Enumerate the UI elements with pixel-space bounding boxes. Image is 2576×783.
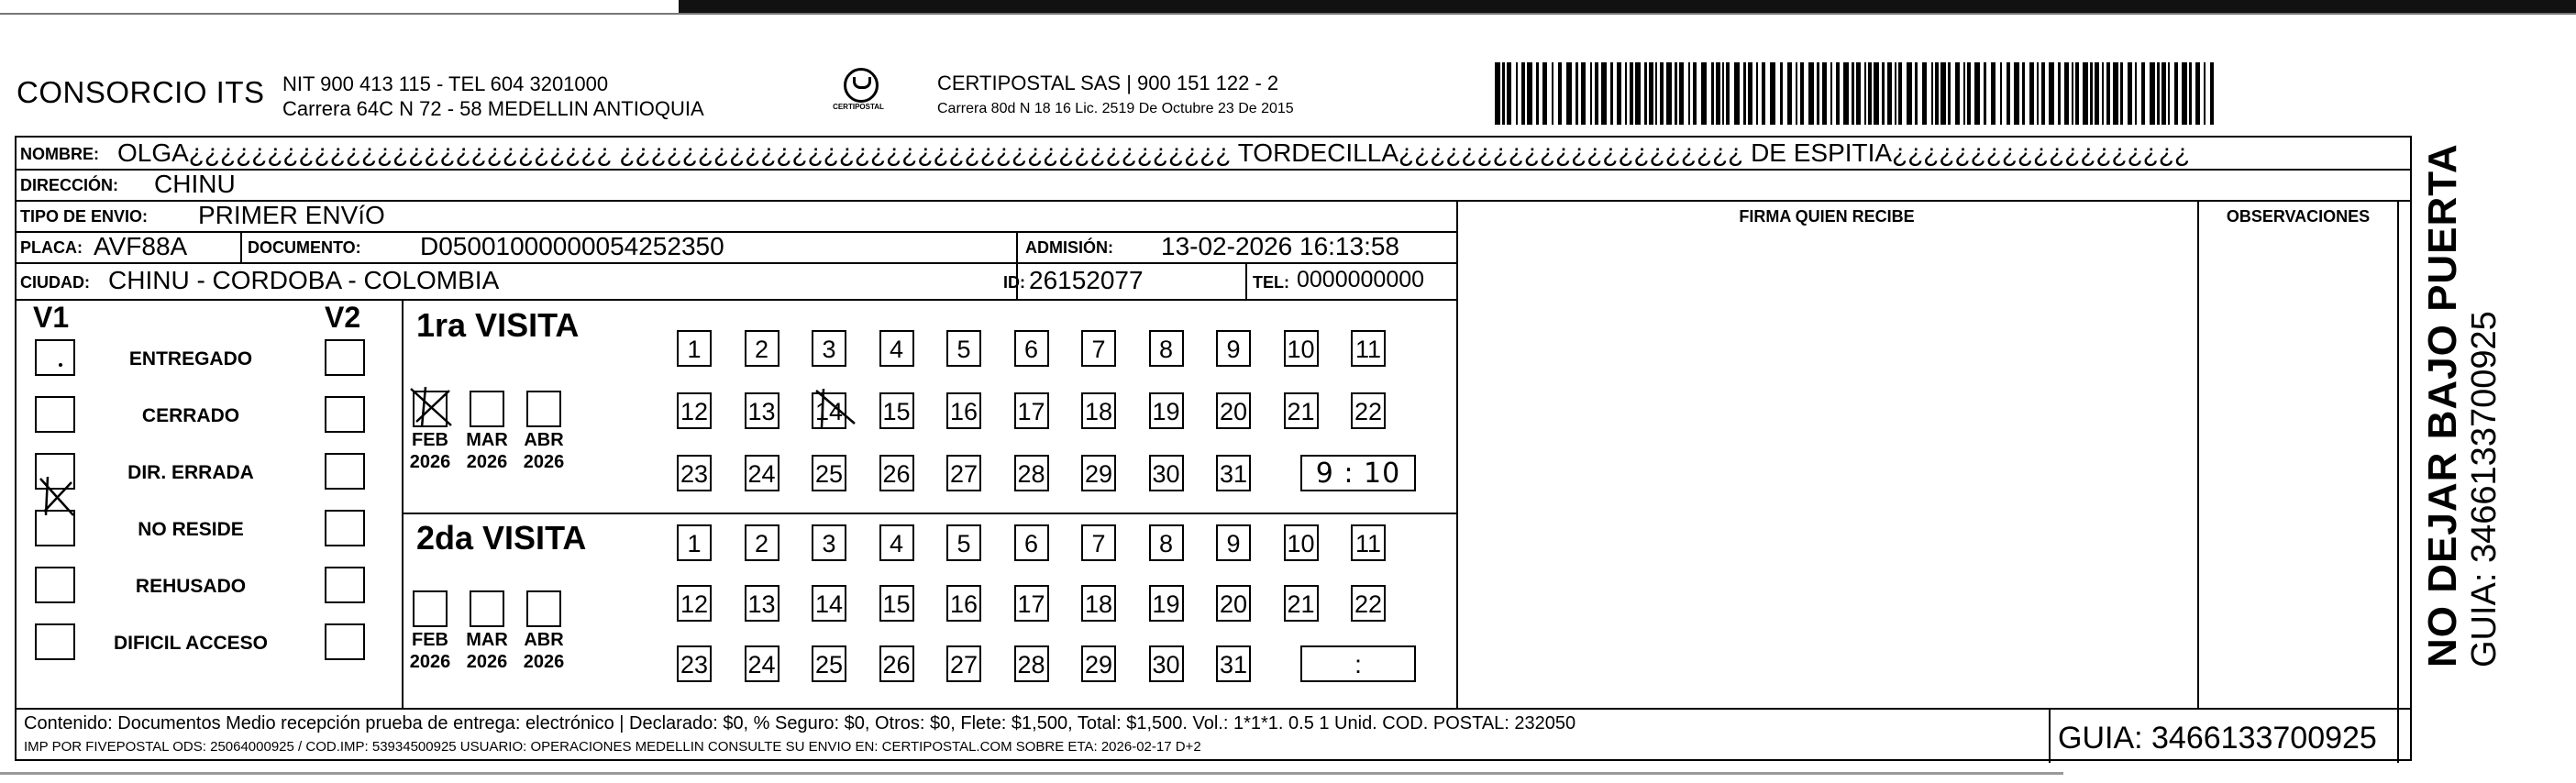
barcode-bar xyxy=(1716,62,1720,125)
first-visit-title: 1ra VISITA xyxy=(416,306,580,344)
company-name: CONSORCIO ITS xyxy=(17,75,265,109)
first-visit-day-box[interactable]: 31 xyxy=(1216,455,1251,491)
first-visit-month-label xyxy=(403,429,458,473)
barcode-bar xyxy=(1516,62,1518,125)
second-visit-day-box[interactable]: 21 xyxy=(1284,585,1319,622)
barcode-bar xyxy=(1822,62,1827,125)
documento-label: DOCUMENTO: xyxy=(248,238,361,257)
barcode-bar xyxy=(2022,62,2025,125)
nombre-value: OLGA¿¿¿¿¿¿¿¿¿¿¿¿¿¿¿¿¿¿¿¿¿¿¿¿¿¿¿ ¿¿¿¿¿¿¿¿¿¿¿¿¿¿¿¿¿¿¿¿¿¿¿¿¿¿¿¿¿¿¿¿¿¿¿¿¿¿¿ TORDECILLA¿¿¿¿¿¿¿¿¿¿¿¿¿¿¿¿¿¿¿¿¿¿ DE ESPITIA¿¿¿¿¿¿¿¿¿¿¿¿¿¿¿¿¿¿¿ xyxy=(117,138,2191,167)
second-visit-day-box[interactable]: 7 xyxy=(1081,524,1116,561)
right-border xyxy=(2397,200,2399,763)
documento-value: D05001000000054252350 xyxy=(420,232,724,260)
month-name: ABR xyxy=(524,430,564,450)
first-visit-day-box[interactable]: 23 xyxy=(677,455,712,491)
second-visit-day-box[interactable]: 5 xyxy=(946,524,981,561)
barcode-bar xyxy=(2120,62,2123,125)
second-visit-day-box[interactable]: 15 xyxy=(879,585,914,622)
second-visit-month-label xyxy=(459,629,514,673)
v1-checkbox-2[interactable] xyxy=(35,453,75,490)
tel-label: TEL: xyxy=(1253,273,1289,292)
certipostal-logo xyxy=(831,68,886,117)
month-name: ABR xyxy=(524,630,564,650)
barcode-bar xyxy=(1521,62,1525,125)
barcode-bar xyxy=(2174,62,2178,125)
barcode-bar xyxy=(1649,62,1653,125)
second-visit-day-box[interactable]: 2 xyxy=(745,524,779,561)
barcode-bar xyxy=(1895,62,1896,125)
nombre-label: NOMBRE: xyxy=(20,145,99,163)
row-divider xyxy=(17,262,1456,264)
barcode-bar xyxy=(2113,62,2118,125)
barcode-bar xyxy=(1800,62,1804,125)
second-visit-day-box[interactable]: 22 xyxy=(1351,585,1386,622)
barcode-bar xyxy=(2150,62,2155,125)
first-visit-day-box[interactable]: 27 xyxy=(946,455,981,491)
barcode-bar xyxy=(1495,62,1500,125)
placa-value: AVF88A xyxy=(94,232,188,260)
v1-checkbox-5[interactable] xyxy=(35,623,75,660)
second-visit-day-box[interactable]: 24 xyxy=(745,645,779,682)
first-visit-day-box[interactable]: 18 xyxy=(1081,392,1116,429)
barcode-bar xyxy=(1722,62,1724,125)
second-visit-day-box[interactable]: 12 xyxy=(677,585,712,622)
barcode-bar xyxy=(1617,62,1621,125)
barcode-bar xyxy=(1967,62,1971,125)
logo-text: CERTIPOSTAL xyxy=(833,103,884,111)
tipo-envio-value: PRIMER ENVíO xyxy=(198,201,385,229)
barcode-bar xyxy=(1527,62,1532,125)
second-visit-day-box[interactable]: 18 xyxy=(1081,585,1116,622)
firma-divider xyxy=(1456,200,1458,708)
direccion-value: CHINU xyxy=(154,170,236,198)
v2-checkbox-5[interactable] xyxy=(325,623,365,660)
first-visit-day-box[interactable]: 28 xyxy=(1014,455,1049,491)
bottom-border-line xyxy=(0,772,2063,775)
barcode-bar xyxy=(1726,62,1730,125)
barcode-bar xyxy=(1610,62,1613,125)
status-label: NO RESIDE xyxy=(138,519,244,540)
footer-imp: IMP POR FIVEPOSTAL ODS: 25064000925 / COD.IMP: 53934500925 USUARIO: OPERACIONES MEDELLIN CONSULTE SU ENVIO EN: CERTIPOSTAL.COM SOBRE ETA: 2026-02-17 D+2 xyxy=(24,739,1201,755)
barcode-bar xyxy=(1688,62,1690,125)
first-visit-day-box[interactable]: 8 xyxy=(1149,330,1184,367)
barcode-bar xyxy=(2195,62,2200,125)
second-visit-day-box[interactable]: 13 xyxy=(745,585,779,622)
v2-checkbox-3[interactable] xyxy=(325,510,365,546)
first-visit-day-box[interactable]: 13 xyxy=(745,392,779,429)
month-name: MAR xyxy=(466,430,508,450)
barcode-bar xyxy=(1808,62,1814,125)
id-label: ID: xyxy=(1003,273,1025,292)
barcode-bar xyxy=(1922,62,1927,125)
first-visit-day-box[interactable]: 4 xyxy=(879,330,914,367)
barcode-bar xyxy=(2135,62,2137,125)
barcode-bar xyxy=(1644,62,1647,125)
second-visit-day-box[interactable]: 19 xyxy=(1149,585,1184,622)
first-visit-day-box[interactable]: 22 xyxy=(1351,392,1386,429)
first-visit-day-box[interactable]: 16 xyxy=(946,392,981,429)
second-visit-day-box[interactable]: 10 xyxy=(1284,524,1319,561)
month-name: MAR xyxy=(466,630,508,650)
second-visit-day-box[interactable]: 29 xyxy=(1081,645,1116,682)
barcode-bar xyxy=(1655,62,1657,125)
barcode-bar xyxy=(2049,62,2054,125)
v2-checkbox-1[interactable] xyxy=(325,396,365,433)
barcode-bar xyxy=(1601,62,1607,125)
barcode-bar xyxy=(2000,62,2002,125)
second-visit-day-box[interactable]: 17 xyxy=(1014,585,1049,622)
placa-divider xyxy=(240,231,242,262)
barcode-bar xyxy=(2102,62,2104,125)
second-visit-day-box[interactable]: 28 xyxy=(1014,645,1049,682)
barcode-bar xyxy=(2064,62,2069,125)
barcode-bar xyxy=(1856,62,1861,125)
second-visit-day-box[interactable]: 25 xyxy=(812,645,846,682)
barcode-bar xyxy=(1743,62,1746,125)
first-visit-day-box[interactable]: 17 xyxy=(1014,392,1049,429)
barcode-bar xyxy=(1830,62,1832,125)
month-year: 2026 xyxy=(466,652,508,672)
barcode-bar xyxy=(1630,62,1633,125)
barcode-bar xyxy=(2157,62,2160,125)
barcode-bar xyxy=(1679,62,1684,125)
barcode-bar xyxy=(1780,62,1783,125)
barcode-bar xyxy=(1948,62,1951,125)
month-year: 2026 xyxy=(523,452,565,472)
barcode-bar xyxy=(1940,62,1946,125)
observaciones-label: OBSERVACIONES xyxy=(2226,207,2371,226)
barcode-bar xyxy=(1852,62,1854,125)
barcode-bar xyxy=(1666,62,1672,125)
barcode-bar xyxy=(1907,62,1912,125)
status-label: DIR. ERRADA xyxy=(127,462,254,483)
barcode-bar xyxy=(1756,62,1758,125)
barcode-bar xyxy=(2083,62,2088,125)
first-visit-day-box[interactable]: 1 xyxy=(677,330,712,367)
certipostal-address: Carrera 80d N 18 16 Lic. 2519 De Octubre 23 De 2015 xyxy=(937,101,1294,116)
barcode-bar xyxy=(1868,62,1872,125)
v1-checkbox-3[interactable] xyxy=(35,510,75,546)
barcode-bar xyxy=(1635,62,1641,125)
barcode-bar xyxy=(1817,62,1819,125)
second-visit-day-box[interactable]: 3 xyxy=(812,524,846,561)
barcode-bar xyxy=(2189,62,2192,125)
status-label: CERRADO xyxy=(141,405,240,426)
top-border-line xyxy=(0,13,2576,15)
second-visit-month-checkbox[interactable] xyxy=(470,590,504,627)
first-visit-day-box[interactable]: 7 xyxy=(1081,330,1116,367)
footer-guia: GUIA: 3466133700925 xyxy=(2058,721,2377,755)
obs-divider xyxy=(2197,200,2199,708)
second-visit-time[interactable] xyxy=(1300,645,1416,682)
barcode-bar xyxy=(2072,62,2073,125)
certipostal-info xyxy=(937,72,1294,117)
second-visit-day-box[interactable]: 27 xyxy=(946,645,981,682)
barcode-bar xyxy=(1887,62,1892,125)
placa-label: PLACA: xyxy=(20,238,83,257)
barcode-bar xyxy=(2058,62,2061,125)
admision-label: ADMISIÓN: xyxy=(1025,238,1113,257)
row-divider xyxy=(17,169,2410,171)
month-name: FEB xyxy=(412,430,448,450)
barcode-bar xyxy=(1770,62,1775,125)
second-visit-day-box[interactable]: 16 xyxy=(946,585,981,622)
month-year: 2026 xyxy=(466,452,508,472)
first-visit-month-checkbox[interactable] xyxy=(413,391,448,427)
barcode-bar xyxy=(1748,62,1752,125)
barcode-bar xyxy=(1595,62,1598,125)
first-visit-day-box[interactable]: 9 xyxy=(1216,330,1251,367)
status-label: REHUSADO xyxy=(135,576,247,597)
second-visit-day-box[interactable]: 30 xyxy=(1149,645,1184,682)
first-visit-month-label xyxy=(516,429,571,473)
barcode-bar xyxy=(1693,62,1697,125)
barcode-bar xyxy=(2182,62,2187,125)
barcode-bar xyxy=(2161,62,2166,125)
first-visit-month-label xyxy=(459,429,514,473)
footer-content: Contenido: Documentos Medio recepción prueba de entrega: electrónico | Declarado: $0, % Seguro: $0, Otros: $0, Flete: $1,500, Total: $1,500. Vol.: 1*1*1. 0.5 1 Unid. COD. POSTAL: 232050 xyxy=(24,713,1576,733)
month-name: FEB xyxy=(412,630,448,650)
second-visit-day-box[interactable]: 14 xyxy=(812,585,846,622)
barcode-bar xyxy=(2014,62,2019,125)
side-instruction: NO DEJAR BAJO PUERTA xyxy=(2420,143,2465,667)
first-visit-day-box[interactable]: 15 xyxy=(879,392,914,429)
barcode-bar xyxy=(1984,62,1986,125)
barcode xyxy=(1493,62,2225,125)
barcode-bar xyxy=(1701,62,1707,125)
barcode-bar xyxy=(1536,62,1539,125)
barcode-bar xyxy=(2168,62,2170,125)
id-divider xyxy=(1245,262,1247,299)
barcode-bar xyxy=(1843,62,1849,125)
tipo-envio-label: TIPO DE ENVIO: xyxy=(20,207,149,226)
barcode-bar xyxy=(1935,62,1939,125)
barcode-bar xyxy=(1991,62,1996,125)
second-visit-day-box[interactable]: 31 xyxy=(1216,645,1251,682)
barcode-bar xyxy=(1864,62,1866,125)
v1-label: V1 xyxy=(33,301,70,334)
barcode-bar xyxy=(1558,62,1562,125)
barcode-bar xyxy=(1566,62,1572,125)
first-visit-day-box[interactable]: 3 xyxy=(812,330,846,367)
top-border-bar xyxy=(679,0,2576,13)
barcode-bar xyxy=(2128,62,2132,125)
barcode-bar xyxy=(1552,62,1553,125)
first-visit-month-checkbox[interactable] xyxy=(470,391,504,427)
barcode-bar xyxy=(2141,62,2145,125)
first-visit-day-box[interactable]: 24 xyxy=(745,455,779,491)
barcode-bar xyxy=(2075,62,2079,125)
barcode-bar xyxy=(2041,62,2045,125)
v2-checkbox-2[interactable] xyxy=(325,453,365,490)
logo-icon xyxy=(844,68,879,103)
second-visit-month-checkbox[interactable] xyxy=(413,590,448,627)
certipostal-nit: CERTIPOSTAL SAS | 900 151 122 - 2 xyxy=(937,72,1279,94)
status-label: DIFICIL ACCESO xyxy=(113,633,268,654)
second-visit-day-box[interactable]: 9 xyxy=(1216,524,1251,561)
first-visit-day-box[interactable]: 29 xyxy=(1081,455,1116,491)
company-nit: NIT 900 413 115 - TEL 604 3201000 xyxy=(282,72,609,95)
second-visit-time-value: : xyxy=(1354,650,1362,678)
barcode-bar xyxy=(1796,62,1797,125)
delivery-form xyxy=(15,136,2412,761)
company-info xyxy=(282,72,704,121)
month-year: 2026 xyxy=(409,652,451,672)
first-visit-day-box[interactable]: 5 xyxy=(946,330,981,367)
barcode-bar xyxy=(1898,62,1902,125)
first-visit-time-value: 9 : 10 xyxy=(1315,458,1401,490)
v1-checkbox-4[interactable] xyxy=(35,567,75,603)
barcode-bar xyxy=(1787,62,1792,125)
barcode-bar xyxy=(1734,62,1740,125)
barcode-bar xyxy=(1882,62,1885,125)
barcode-bar xyxy=(1874,62,1879,125)
barcode-bar xyxy=(2095,62,2099,125)
v2-checkbox-0[interactable] xyxy=(325,339,365,376)
barcode-bar xyxy=(2204,62,2206,125)
barcode-bar xyxy=(1507,62,1511,125)
barcode-bar xyxy=(1675,62,1677,125)
first-visit-day-box[interactable]: 19 xyxy=(1149,392,1184,429)
firma-label: FIRMA QUIEN RECIBE xyxy=(1739,207,1915,226)
second-visit-day-box[interactable]: 8 xyxy=(1149,524,1184,561)
second-visit-month-label xyxy=(516,629,571,673)
first-visit-day-box[interactable]: 10 xyxy=(1284,330,1319,367)
first-visit-day-box[interactable]: 20 xyxy=(1216,392,1251,429)
second-visit-day-box[interactable]: 6 xyxy=(1014,524,1049,561)
barcode-bar xyxy=(1581,62,1586,125)
first-visit-day-box[interactable]: 12 xyxy=(677,392,712,429)
second-visit-day-box[interactable]: 4 xyxy=(879,524,914,561)
barcode-bar xyxy=(2037,62,2039,125)
second-visit-day-box[interactable]: 11 xyxy=(1351,524,1386,561)
barcode-bar xyxy=(1660,62,1664,125)
status-label: ENTREGADO xyxy=(128,348,253,369)
second-visit-day-box[interactable]: 23 xyxy=(677,645,712,682)
barcode-bar xyxy=(1625,62,1627,125)
barcode-bar xyxy=(1575,62,1578,125)
first-visit-day-box[interactable]: 2 xyxy=(745,330,779,367)
barcode-bar xyxy=(1711,62,1714,125)
v1-checkbox-0[interactable] xyxy=(35,339,75,376)
first-visit-day-box[interactable]: 26 xyxy=(879,455,914,491)
barcode-bar xyxy=(1542,62,1547,125)
direccion-label: DIRECCIÓN: xyxy=(20,176,118,194)
barcode-bar xyxy=(1915,62,1918,125)
month-year: 2026 xyxy=(409,452,451,472)
barcode-bar xyxy=(2007,62,2010,125)
barcode-bar xyxy=(2090,62,2093,125)
tel-value: 0000000000 xyxy=(1297,267,1425,292)
row-divider xyxy=(17,299,1456,301)
barcode-bar xyxy=(2210,62,2214,125)
first-visit-month-checkbox[interactable] xyxy=(526,391,561,427)
company-address: Carrera 64C N 72 - 58 MEDELLIN ANTIOQUIA xyxy=(282,97,704,120)
id-value: 26152077 xyxy=(1029,266,1144,294)
side-text xyxy=(2420,143,2504,667)
footer-divider xyxy=(17,708,2410,710)
ciudad-label: CIUDAD: xyxy=(20,273,90,292)
first-visit-time[interactable] xyxy=(1300,455,1416,491)
first-visit-day-box[interactable]: 11 xyxy=(1351,330,1386,367)
month-year: 2026 xyxy=(523,652,565,672)
v2-checkbox-4[interactable] xyxy=(325,567,365,603)
admision-value: 13-02-2026 16:13:58 xyxy=(1161,232,1399,260)
barcode-bar xyxy=(1931,62,1933,125)
visit-divider xyxy=(402,513,1456,514)
barcode-bar xyxy=(2106,62,2110,125)
second-visit-month-checkbox[interactable] xyxy=(526,590,561,627)
barcode-bar xyxy=(1955,62,1960,125)
barcode-bar xyxy=(1974,62,1980,125)
first-visit-day-box[interactable]: 21 xyxy=(1284,392,1319,429)
barcode-bar xyxy=(1502,62,1505,125)
guia-divider xyxy=(2049,708,2051,763)
first-visit-day-box[interactable]: 25 xyxy=(812,455,846,491)
barcode-bar xyxy=(1762,62,1765,125)
first-visit-day-box[interactable]: 6 xyxy=(1014,330,1049,367)
v2-label: V2 xyxy=(325,301,361,334)
v1-checkbox-1[interactable] xyxy=(35,396,75,433)
second-visit-day-box[interactable]: 1 xyxy=(677,524,712,561)
barcode-bar xyxy=(1590,62,1592,125)
second-visit-day-box[interactable]: 20 xyxy=(1216,585,1251,622)
first-visit-day-box[interactable]: 30 xyxy=(1149,455,1184,491)
barcode-bar xyxy=(2029,62,2034,125)
first-visit-day-box[interactable]: 14 xyxy=(812,392,846,429)
second-visit-month-label xyxy=(403,629,458,673)
barcode-bar xyxy=(1963,62,1965,125)
barcode-bar xyxy=(1836,62,1840,125)
second-visit-title: 2da VISITA xyxy=(416,519,587,557)
second-visit-day-box[interactable]: 26 xyxy=(879,645,914,682)
side-guia: GUIA: 3466133700925 xyxy=(2465,311,2504,667)
ciudad-value: CHINU - CORDOBA - COLOMBIA xyxy=(108,266,500,294)
